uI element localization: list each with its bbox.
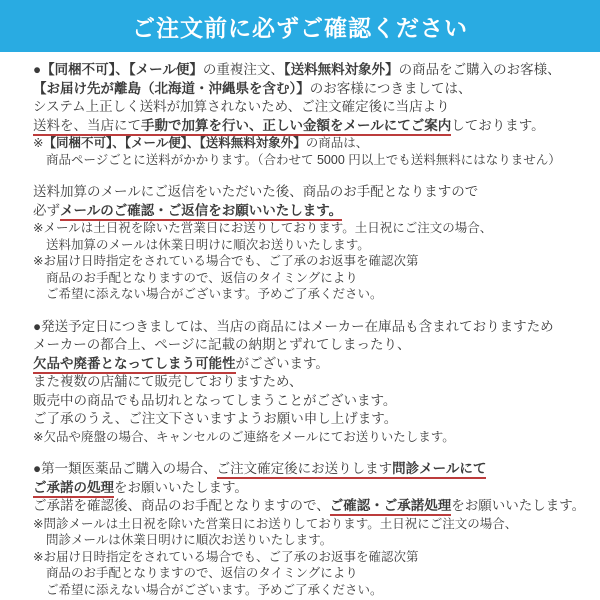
text-line	[33, 429, 596, 446]
text-line	[33, 479, 596, 498]
text-line	[33, 98, 596, 117]
text-line	[33, 80, 596, 99]
text-line	[33, 135, 596, 152]
text-line	[33, 355, 596, 374]
section-paragraph	[33, 61, 596, 135]
text-segment: また複数の店舗にて販売しておりますため、	[33, 374, 303, 389]
section-footnotes	[33, 220, 596, 303]
underlined-text: ご承諾の処理	[33, 480, 114, 498]
text-segment: ●第一類医薬品ご購入の場合、	[33, 461, 217, 476]
section-footnotes	[33, 429, 596, 446]
text-line	[33, 410, 596, 429]
underlined-text: ご注文確定後にお送りします	[217, 461, 393, 479]
text-segment: ※	[33, 136, 44, 150]
text-line	[33, 582, 596, 599]
text-segment: 送料加算のメールにご返信をいただいた後、商品のお手配となりますので	[33, 184, 479, 199]
page-title: ご注文前に必ずご確認ください	[132, 14, 468, 41]
text-segment: 商品のお手配となりますので、返信のタイミングにより	[46, 566, 358, 580]
text-line	[33, 516, 596, 533]
text-line	[33, 565, 596, 582]
text-line	[33, 202, 596, 221]
text-segment: 送料加算のメールは休業日明けに順次お送りいたします。	[46, 237, 370, 252]
underlined-text: 手動で加算を行い、正しい金額をメールにてご案内	[141, 118, 451, 136]
underlined-text: 送料を、当店にて	[33, 118, 141, 136]
text-segment: がございます。	[235, 355, 329, 371]
text-line	[33, 373, 596, 392]
notice-section	[33, 183, 596, 303]
text-line	[33, 336, 596, 355]
underlined-text: 問診メールにて	[392, 461, 486, 479]
text-segment: 必ず	[33, 202, 60, 218]
notice-section	[33, 318, 596, 446]
text-line	[33, 237, 596, 254]
text-segment: ※メールは土日祝を除いた営業日にお送りしております。土日祝にご注文の場合、	[33, 221, 493, 235]
text-segment: しております。	[451, 117, 545, 133]
text-line	[33, 61, 596, 80]
text-line	[33, 532, 596, 549]
text-line	[33, 270, 596, 287]
text-segment: ●発送予定日につきましては、当店の商品にはメーカー在庫品も含まれておりますため	[33, 318, 554, 334]
text-line	[33, 549, 596, 566]
text-segment: 販売中の商品でも品切れとなってしまうことがございます。	[33, 392, 397, 408]
text-line	[33, 117, 596, 136]
text-segment: ※欠品や廃盤の場合、キャンセルのご連絡をメールにてお送りいたします。	[33, 429, 455, 444]
section-paragraph	[33, 183, 596, 220]
text-segment: 商品ページごとに送料がかかります。（合わせて 5000 円以上でも送料無料にはなりません）	[46, 152, 561, 167]
underlined-text: ご確認・ご承諾処理	[330, 498, 452, 516]
text-line	[33, 152, 596, 169]
text-line	[33, 253, 596, 270]
text-segment: のお客様につきましては、	[309, 80, 472, 96]
text-segment: 【送料無料対象外】	[283, 62, 399, 77]
section-footnotes	[33, 135, 596, 168]
text-segment: 【お届け先が離島（北海道・沖縄県を含む）】	[33, 80, 310, 96]
header-banner	[0, 0, 600, 52]
text-line	[33, 286, 596, 303]
text-segment: 問診メールは休業日明けに順次お送りいたします。	[46, 533, 333, 547]
text-segment: ご了承のうえ、ご注文下さいますようお願い申し上げます。	[33, 411, 398, 426]
text-segment: ※お届け日時指定をされている場合でも、ご了承のお返事を確認次第	[33, 549, 419, 564]
notice-section	[33, 460, 596, 598]
text-segment: の重複注文、	[202, 62, 284, 77]
text-segment: メーカーの都合上、ページに記載の納期とずれてしまったり、	[33, 337, 411, 352]
text-line	[33, 460, 596, 479]
text-segment: ご希望に添えない場合がございます。予めご了承ください。	[46, 582, 383, 597]
text-segment: ●	[33, 62, 42, 77]
section-footnotes	[33, 516, 596, 599]
text-line	[33, 497, 596, 516]
text-segment: ご承諾を確認後、商品のお手配となりますので、	[33, 498, 330, 513]
underlined-text: 欠品や廃番となってしまう可能性	[33, 356, 236, 374]
text-segment: ご希望に添えない場合がございます。予めご了承ください。	[46, 287, 383, 301]
text-segment: ※お届け日時指定をされている場合でも、ご了承のお返事を確認次第	[33, 254, 419, 268]
section-paragraph	[33, 318, 596, 429]
notice-content	[0, 52, 600, 598]
text-segment: システム上正しく送料が加算されないため、ご注文確定後に当店より	[33, 99, 450, 114]
text-segment: をお願いいたします。	[114, 479, 248, 495]
text-segment: 【同梱不可】、【メール便】、【送料無料対象外】	[43, 136, 306, 150]
text-segment: の商品をご購入のお客様、	[398, 62, 561, 77]
text-line	[33, 220, 596, 237]
text-segment: 商品のお手配となりますので、返信のタイミングにより	[46, 270, 358, 285]
notice-section	[33, 61, 596, 168]
section-paragraph	[33, 460, 596, 516]
text-line	[33, 318, 596, 337]
text-segment: をお願いいたします。	[451, 498, 586, 513]
text-line	[33, 392, 596, 411]
text-line	[33, 183, 596, 202]
underlined-text: メールのご確認・ご返信をお願いいたします。	[60, 203, 342, 221]
text-segment: の商品は、	[305, 136, 369, 150]
text-segment: 【同梱不可】、【メール便】	[41, 62, 203, 77]
text-segment: ※問診メールは土日祝を除いた営業日にお送りしております。土日祝にご注文の場合、	[33, 516, 518, 531]
